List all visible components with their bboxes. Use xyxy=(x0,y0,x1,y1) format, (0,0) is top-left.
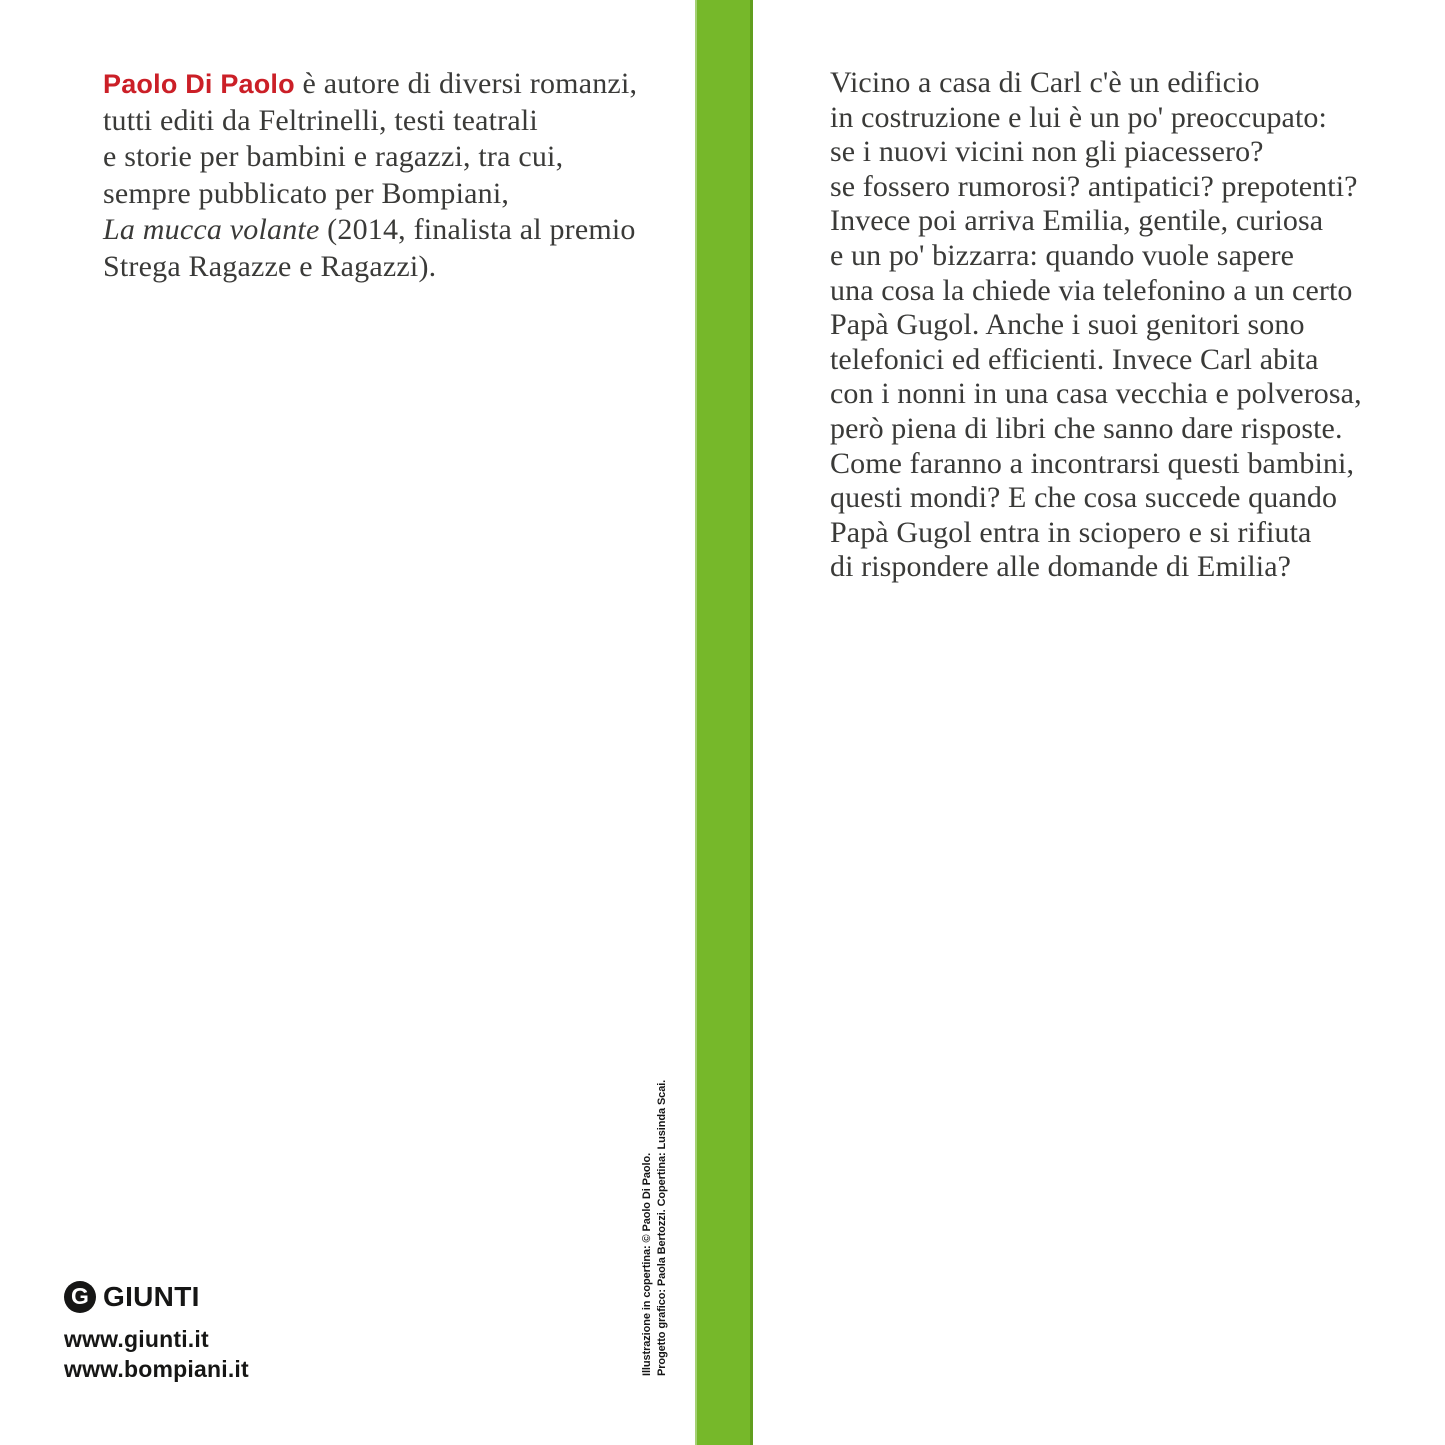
credit-design: Progetto grafico: Paola Bertozzi. Copertina: Lusinda Scai. xyxy=(656,1079,668,1376)
text-segment: (2014, finalista al premio xyxy=(319,213,636,246)
blurb-line: e un po' bizzarra: quando vuole sapere xyxy=(830,238,1295,272)
green-spine-stripe xyxy=(695,0,753,1445)
text-segment: tutti editi da Feltrinelli, testi teatrali xyxy=(103,103,538,137)
author-bio xyxy=(103,66,683,285)
credits-vertical xyxy=(640,1080,670,1376)
publisher-urls xyxy=(64,1324,249,1384)
blurb-line: una cosa la chiede via telefonino a un certo xyxy=(830,273,1353,307)
bio-line xyxy=(103,103,683,140)
bompiani-url: www.bompiani.it xyxy=(64,1356,249,1382)
blurb-line: Papà Gugol. Anche i suoi genitori sono xyxy=(830,308,1305,342)
giunti-logo xyxy=(64,1281,249,1313)
blurb-line: Vicino a casa di Carl c'è un edificio xyxy=(830,66,1260,99)
publisher-block xyxy=(64,1281,249,1384)
blurb-line: con i nonni in una casa vecchia e polverosa, xyxy=(830,377,1362,411)
blurb-line: telefonici ed efficienti. Invece Carl abita xyxy=(830,342,1319,376)
blurb-line: Come faranno a incontrarsi questi bambini, xyxy=(830,446,1355,480)
blurb-line: Invece poi arriva Emilia, gentile, curiosa xyxy=(830,204,1324,238)
blurb-line: Papà Gugol entra in sciopero e si rifiuta xyxy=(830,515,1312,549)
text-segment: e storie per bambini e ragazzi, tra cui, xyxy=(103,140,564,173)
credit-illustration: Illustrazione in copertina: © Paolo Di Paolo. xyxy=(641,1152,653,1376)
blurb-line: questi mondi? E che cosa succede quando xyxy=(830,481,1338,515)
blurb-line: se i nuovi vicini non gli piacessero? xyxy=(830,135,1264,169)
blurb-line: di rispondere alle domande di Emilia? xyxy=(830,550,1292,584)
text-segment: Strega Ragazze e Ragazzi). xyxy=(103,249,437,283)
giunti-logo-text: GIUNTI xyxy=(103,1281,200,1312)
blurb-line: in costruzione e lui è un po' preoccupato: xyxy=(830,100,1327,134)
text-segment: è autore di diversi romanzi, xyxy=(294,67,638,100)
text-segment: La mucca volante xyxy=(103,213,320,246)
bio-line xyxy=(103,139,683,176)
blurb-line: se fossero rumorosi? antipatici? prepotenti? xyxy=(830,169,1358,203)
bio-line xyxy=(103,176,683,213)
giunti-g-icon: G xyxy=(64,1281,96,1313)
book-blurb xyxy=(830,66,1430,585)
bio-line xyxy=(103,249,683,286)
author-name: Paolo Di Paolo xyxy=(103,69,295,99)
blurb-line: però piena di libri che sanno dare risposte. xyxy=(830,411,1343,445)
bio-line xyxy=(103,212,683,249)
giunti-url: www.giunti.it xyxy=(64,1326,209,1352)
text-segment: sempre pubblicato per Bompiani, xyxy=(103,176,510,210)
bio-line xyxy=(103,66,683,103)
